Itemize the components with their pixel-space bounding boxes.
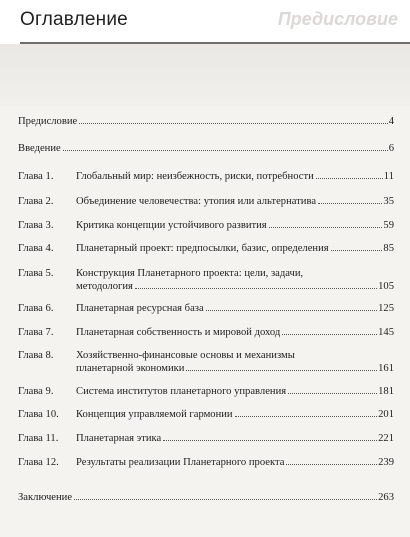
toc-title: Введение xyxy=(18,143,61,154)
toc-title: Предисловие xyxy=(18,116,78,127)
toc-chapter: Глава 1. xyxy=(18,171,54,182)
toc-title: Объединение человечества: утопия или альтернатива xyxy=(76,196,317,207)
toc-page: 181 xyxy=(378,386,394,397)
toc-title-line-2: методология xyxy=(76,281,133,292)
toc-title-line-2: планетарной экономики xyxy=(76,363,185,374)
leader-dots xyxy=(269,227,383,228)
toc-title-line-1: Конструкция Планетарного проекта: цели, задачи, xyxy=(76,268,304,279)
toc-page: 105 xyxy=(378,281,394,292)
toc-title: Планетарный проект: предпосылки, базис, определения xyxy=(76,243,329,254)
toc-chapter: Глава 12. xyxy=(18,457,59,468)
toc-page: 239 xyxy=(378,457,394,468)
toc-chapter: Глава 11. xyxy=(18,433,59,444)
toc-title: Критика концепции устойчивого развития xyxy=(76,220,267,231)
toc-page: 201 xyxy=(378,409,394,420)
toc-page: 4 xyxy=(388,116,394,127)
toc-title: Планетарная ресурсная база xyxy=(76,303,204,314)
toc-title-line-1: Хозяйственно-финансовые основы и механизмы xyxy=(76,350,295,361)
toc-title: Планетарная собственность и мировой доход xyxy=(76,327,281,338)
toc-title: Система институтов планетарного управления xyxy=(76,386,287,397)
toc-chapter: Глава 5. xyxy=(18,268,54,279)
toc-page: 59 xyxy=(383,220,394,231)
toc-page: 6 xyxy=(388,143,394,154)
leader-dots xyxy=(186,370,377,371)
leader-dots xyxy=(135,288,377,289)
toc-title: Заключение xyxy=(18,492,73,503)
toc-chapter: Глава 3. xyxy=(18,220,54,231)
toc-title: Планетарная этика xyxy=(76,433,162,444)
toc-chapter: Глава 7. xyxy=(18,327,54,338)
toc-chapter: Глава 4. xyxy=(18,243,54,254)
leader-dots xyxy=(286,464,377,465)
toc-page: 11 xyxy=(383,171,394,182)
toc-chapter: Глава 9. xyxy=(18,386,54,397)
toc-chapter: Глава 10. xyxy=(18,409,59,420)
toc-page: 145 xyxy=(378,327,394,338)
toc-title: Концепция управляемой гармонии xyxy=(76,409,233,420)
toc-page: 263 xyxy=(378,492,394,503)
toc-chapter: Глава 6. xyxy=(18,303,54,314)
leader-dots xyxy=(331,250,383,251)
toc-title: Результаты реализации Планетарного проекта xyxy=(76,457,285,468)
leader-dots xyxy=(235,416,378,417)
show-through-heading: Предисловие xyxy=(277,9,398,29)
leader-dots xyxy=(63,150,388,151)
toc-page: 35 xyxy=(383,196,394,207)
toc-title: Глобальный мир: неизбежность, риски, потребности xyxy=(76,171,314,182)
page-title: Оглавление xyxy=(20,9,128,30)
leader-dots xyxy=(318,203,382,204)
toc-page: 125 xyxy=(378,303,394,314)
leader-dots xyxy=(282,334,377,335)
leader-dots xyxy=(163,440,377,441)
leader-dots xyxy=(316,178,383,179)
toc-page: 85 xyxy=(383,243,394,254)
leader-dots xyxy=(288,393,377,394)
toc-page: 161 xyxy=(378,363,394,374)
toc-page: 221 xyxy=(378,433,394,444)
leader-dots xyxy=(206,310,377,311)
leader-dots xyxy=(79,123,387,124)
toc-chapter: Глава 8. xyxy=(18,350,54,361)
toc-chapter: Глава 2. xyxy=(18,196,54,207)
leader-dots xyxy=(74,499,377,500)
